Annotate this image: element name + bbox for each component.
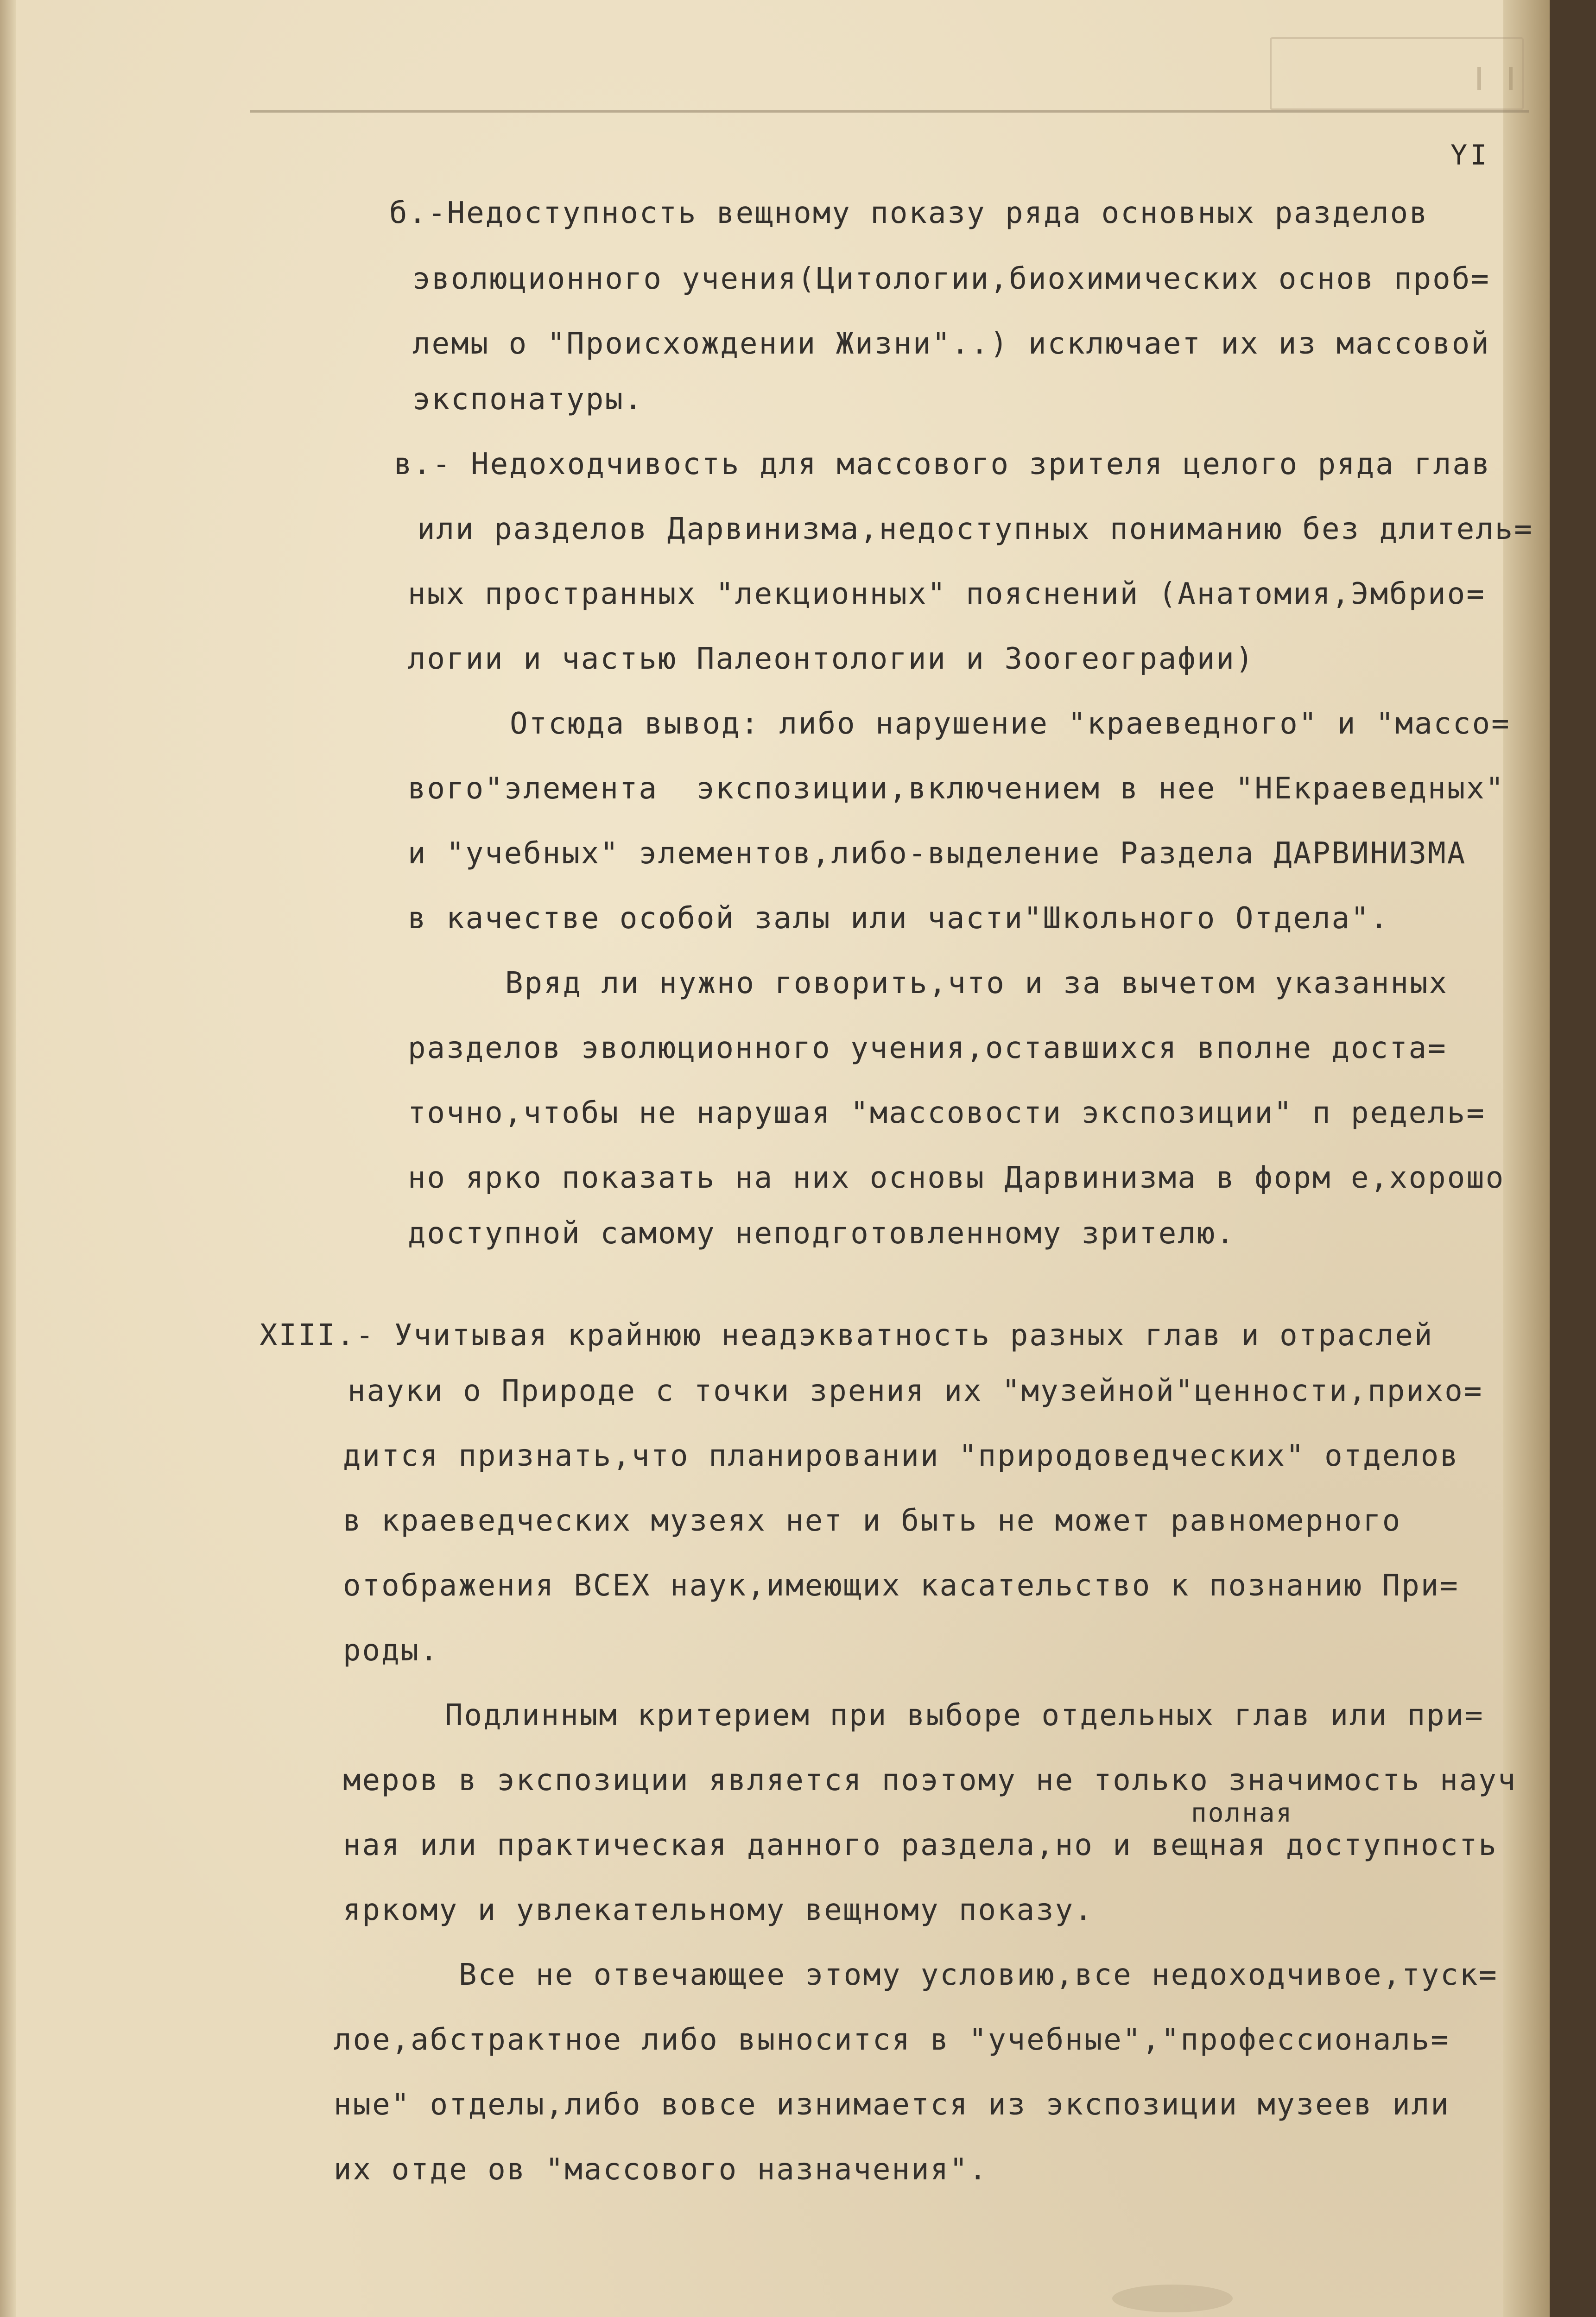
text-line: ные" отделы,либо вовсе изнимается из экспозиции музеев или (334, 2088, 1450, 2122)
text-line: ная или практическая данного раздела,но и вещная доступность (343, 1828, 1498, 1862)
text-line: вого"элемента экспозиции,включением в нее "НЕкраеведных" (408, 772, 1505, 806)
text-line: отображения ВСЕХ наук,имеющих касательство к познанию При= (343, 1569, 1459, 1603)
text-line: лое,абстрактное либо выносится в "учебные","профессиональ= (334, 2023, 1450, 2057)
text-line: Отсюда вывод: либо нарушение "краеведного" и "массо= (510, 707, 1511, 741)
text-line: но ярко показать на них основы Дарвинизма в форм е,хорошо (408, 1161, 1505, 1195)
interlinear-insertion: полная (1191, 1798, 1293, 1828)
text-line: науки о Природе с точки зрения их "музейной"ценности,прихо= (348, 1374, 1483, 1408)
text-line: в краеведческих музеях нет и быть не может равномерного (343, 1504, 1402, 1538)
text-line: разделов эволюционного учения,оставшихся вполне доста= (408, 1031, 1447, 1065)
text-line: ных пространных "лекционных" пояснений (Анатомия,Эмбрио= (408, 577, 1486, 611)
text-line: эволюционного учения(Цитологии,биохимических основ проб= (412, 262, 1490, 296)
text-line: в качестве особой залы или части"Школьного Отдела". (408, 901, 1390, 936)
text-line: роды. (343, 1633, 439, 1668)
text-line: их отде ов "массового назначения". (334, 2152, 988, 2187)
text-line: яркому и увлекательному вещному показу. (343, 1893, 1094, 1927)
text-line: XIII.- Учитывая крайнюю неадэкватность разных глав и отраслей (260, 1318, 1434, 1353)
text-line: в.- Недоходчивость для массового зрителя целого ряда глав (394, 447, 1491, 481)
paper-smudge (1112, 2285, 1233, 2312)
text-line: б.-Недоступность вещному показу ряда основных разделов (389, 196, 1429, 230)
text-line: логии и частью Палеонтологии и Зоогеографии) (408, 642, 1255, 676)
text-line: лемы о "Происхождении Жизни"..) исключает их из массовой (412, 327, 1490, 361)
text-line: экспонатуры. (412, 382, 644, 417)
text-line: доступной самому неподготовленному зрителю. (408, 1216, 1235, 1251)
text-line: Вряд ли нужно говорить,что и за вычетом указанных (505, 966, 1449, 1000)
page-number: YI (1450, 139, 1490, 171)
text-line: или разделов Дарвинизма,недоступных пониманию без длитель= (417, 512, 1533, 546)
text-line: меров в экспозиции является поэтому не только значимость науч (343, 1763, 1517, 1798)
text-line: дится признать,что планировании "природоведческих" отделов (343, 1439, 1459, 1473)
text-line: точно,чтобы не нарушая "массовости экспозиции" п редель= (408, 1096, 1486, 1130)
text-line: Все не отвечающее этому условию,все недоходчивое,туск= (459, 1958, 1498, 1992)
text-line: и "учебных" элементов,либо-выделение Раздела ДАРВИНИЗМА (408, 836, 1467, 871)
text-line: Подлинным критерием при выборе отдельных глав или при= (445, 1698, 1484, 1733)
